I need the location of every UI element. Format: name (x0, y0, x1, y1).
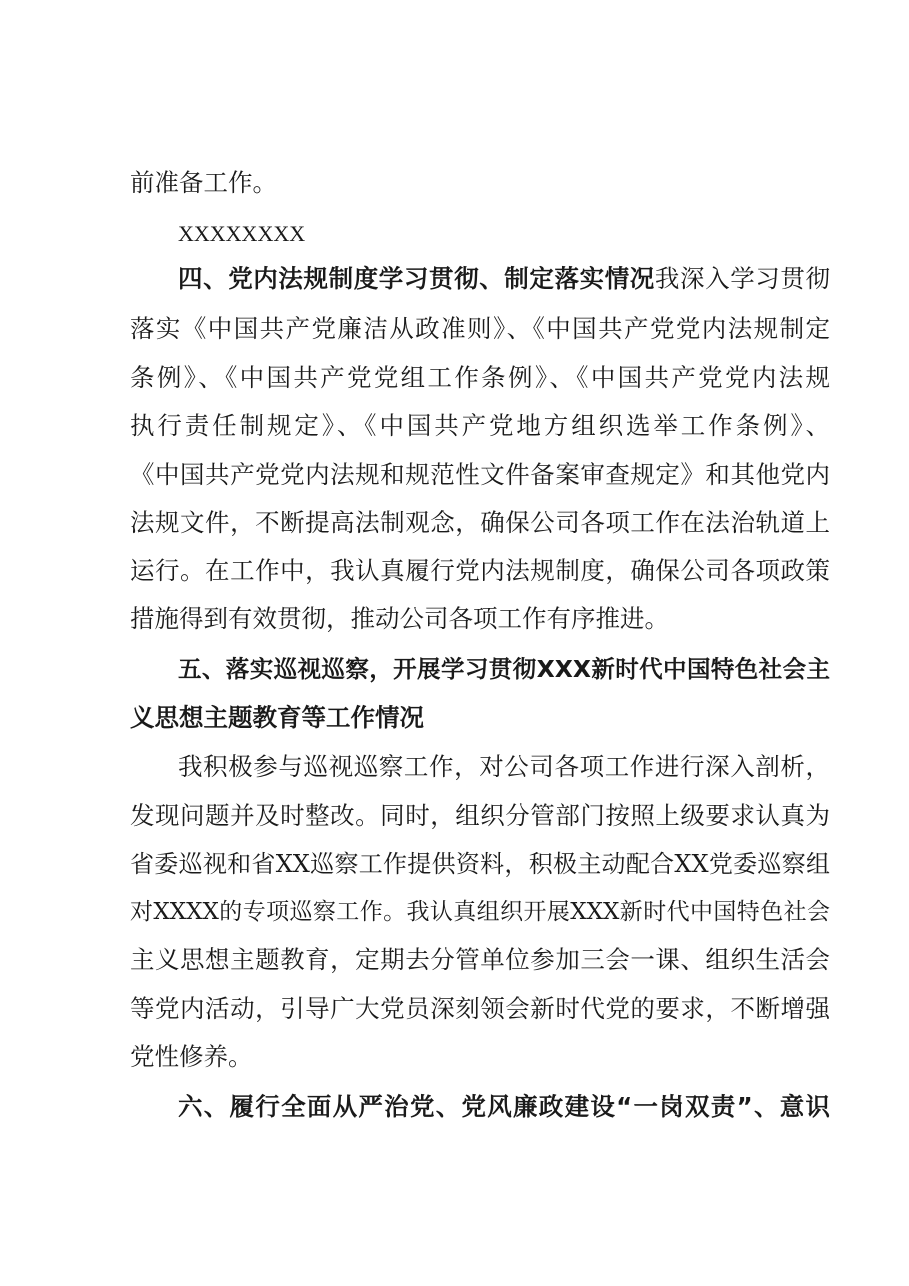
paragraph-line: 我积极参与巡视巡察工作，对公司各项工作进行深入剖析， (178, 752, 830, 781)
paragraph-line: 前准备工作。 (130, 168, 277, 197)
section-heading-4-line (178, 264, 830, 294)
section-heading-5-continued: 义思想主题教育等工作情况 (130, 703, 424, 732)
section-heading-5: 五、落实巡视巡察，开展学习贯彻XXX新时代中国特色社会主 (178, 655, 830, 683)
paragraph-line: 《中国共产党党内法规和规范性文件备案审查规定》和其他党内 (130, 460, 830, 489)
paragraph-line: 执行责任制规定》、《中国共产党地方组织选举工作条例》、 (130, 411, 830, 440)
paragraph-line: 发现问题并及时整改。同时，组织分管部门按照上级要求认真为 (130, 801, 830, 830)
paragraph-line: 等党内活动，引导广大党员深刻领会新时代党的要求，不断增强 (130, 994, 830, 1023)
paragraph-line: 措施得到有效贯彻，推动公司各项工作有序推进。 (130, 604, 669, 633)
paragraph-line: 落实《中国共产党廉洁从政准则》、《中国共产党党内法规制定 (130, 314, 830, 343)
section-heading-4: 四、党内法规制度学习贯彻、制定落实情况 (178, 264, 655, 293)
paragraph-line: 条例》、《中国共产党党组工作条例》、《中国共产党党内法规 (130, 363, 830, 392)
paragraph-line: 运行。在工作中，我认真履行党内法规制度，确保公司各项政策 (130, 556, 830, 585)
section-4-lead-text: 我深入学习贯彻 (654, 264, 831, 293)
section-heading-6: 六、履行全面从严治党、党风廉政建设“一岗双责”、意识 (178, 1092, 830, 1121)
paragraph-line: 主义思想主题教育，定期去分管单位参加三会一课、组织生活会 (130, 945, 830, 974)
placeholder-line: XXXXXXXX (178, 221, 306, 246)
paragraph-line: 对XXXX的专项巡察工作。我认真组织开展XXX新时代中国特色社会 (130, 899, 830, 925)
paragraph-line: 法规文件，不断提高法制观念，确保公司各项工作在法治轨道上 (130, 508, 830, 537)
paragraph-line: 党性修养。 (130, 1042, 253, 1071)
paragraph-line: 省委巡视和省XX巡察工作提供资料，积极主动配合XX党委巡察组 (130, 850, 830, 878)
